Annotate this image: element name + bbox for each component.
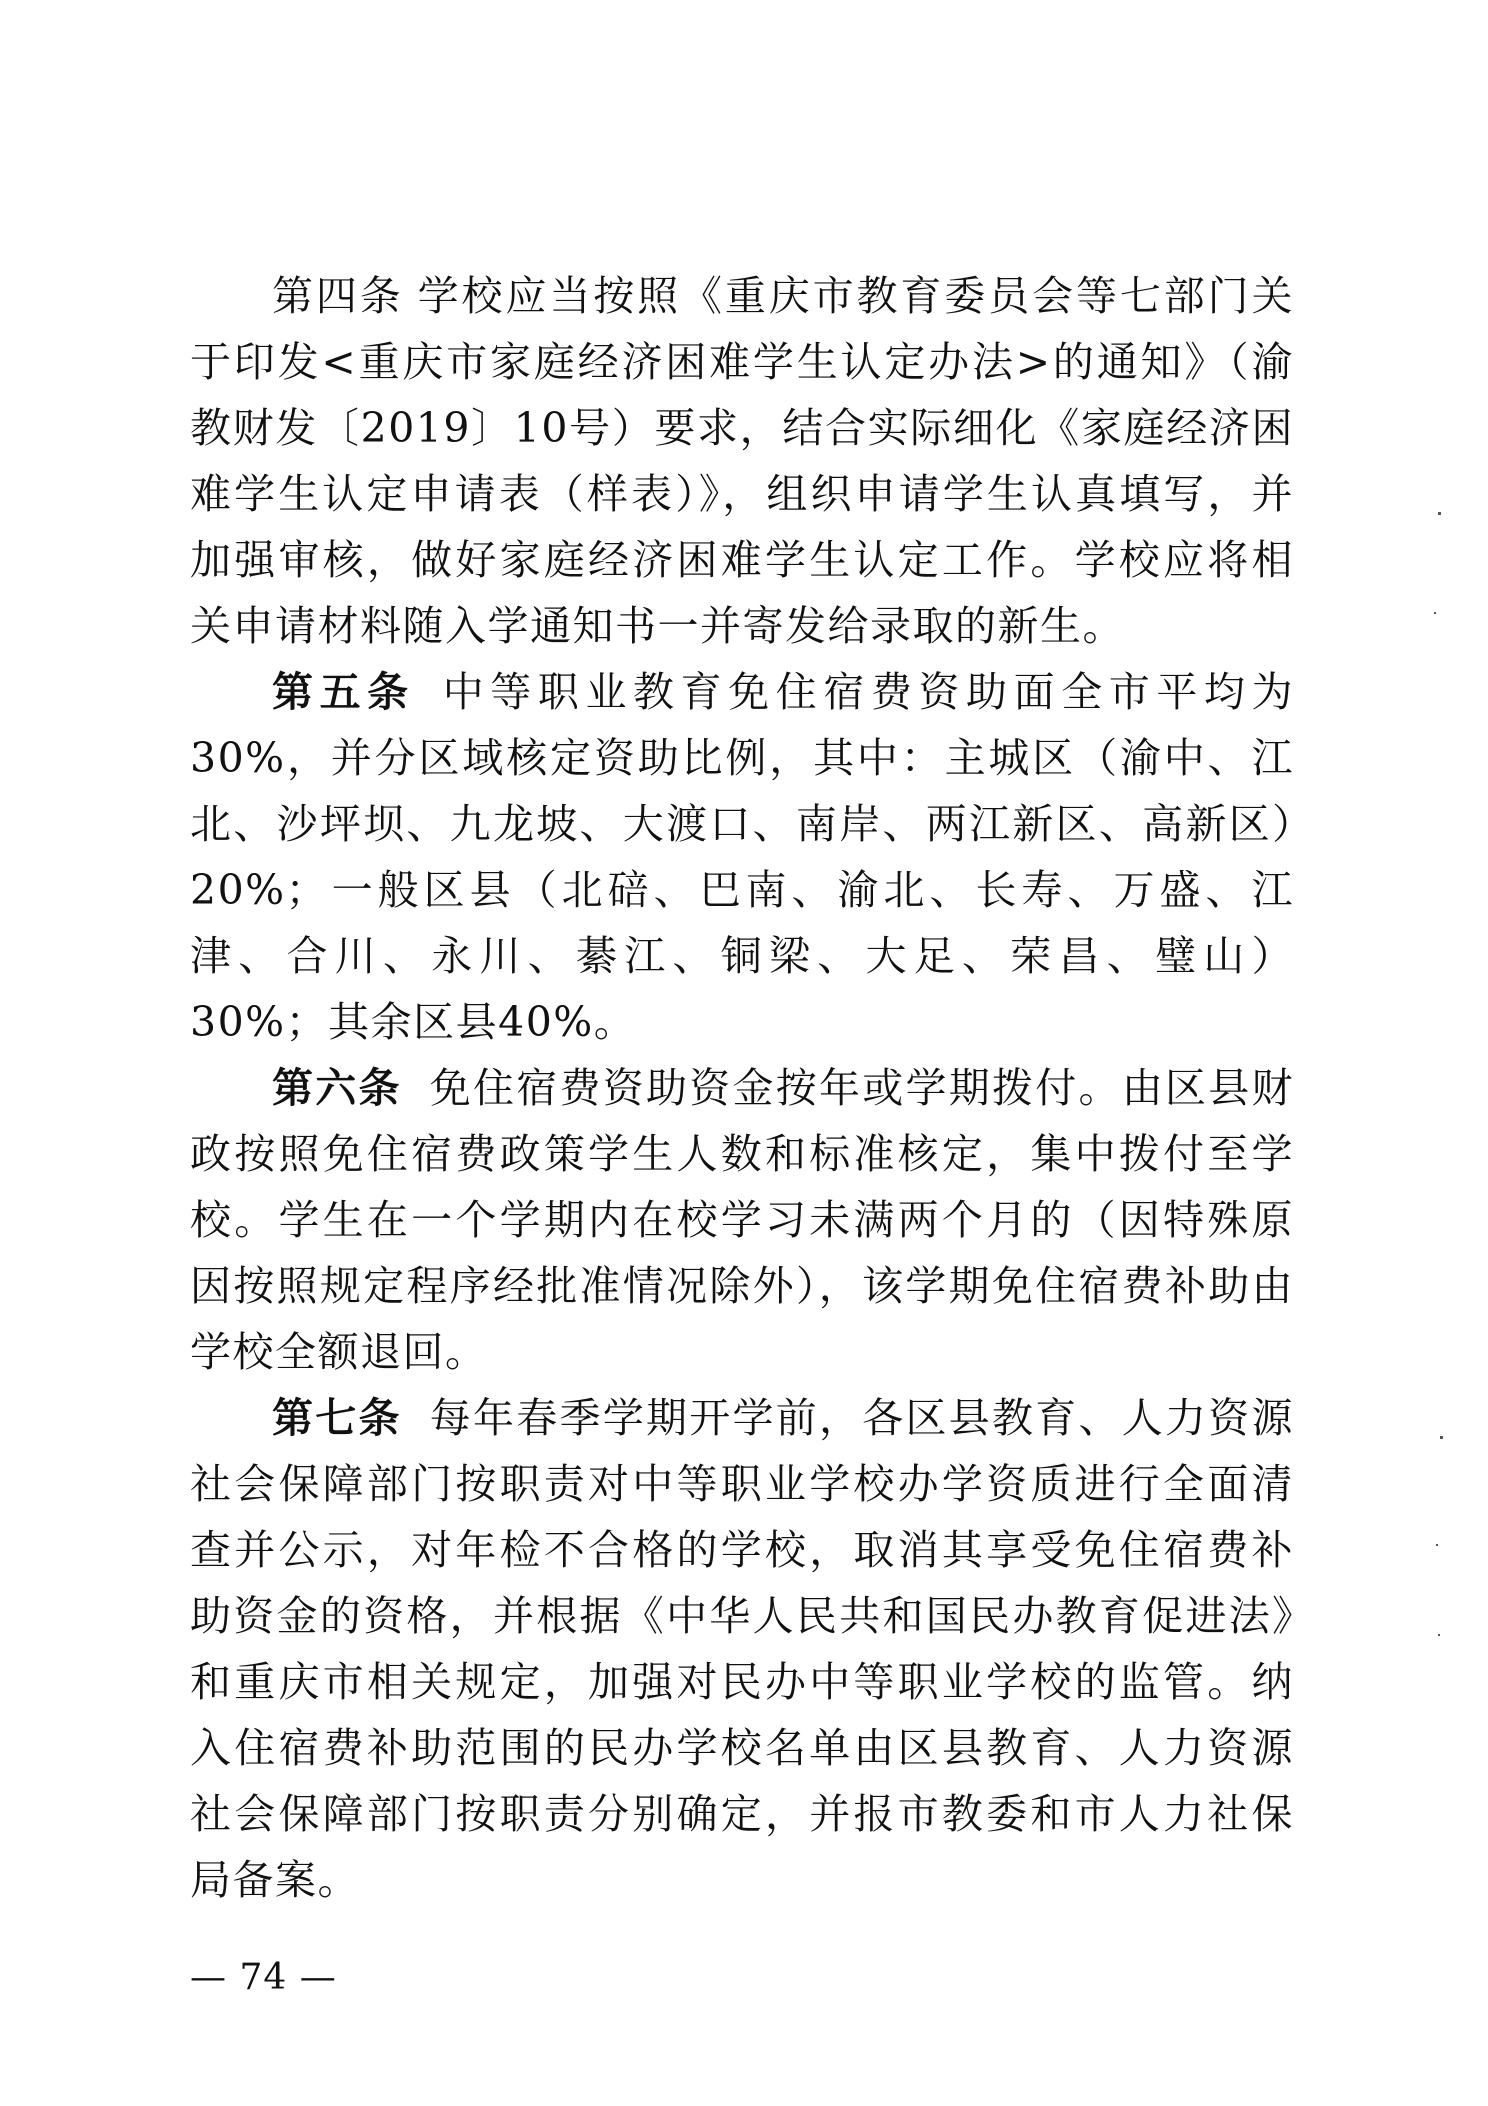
article-4: [190, 263, 1294, 659]
article-7-text: 每年春季学期开学前，各区县教育、人力资源社会保障部门按职责对中等职业学校办学资质进行全面清查并公示，对年检不合格的学校，取消其享受免住宿费补助资金的资格，并根据《中华人民共和国民办教育促进法》和重庆市相关规定，加强对民办中等职业学校的监管。纳入住宿费补助范围的民办学校名单由区县教育、人力资源社会保障部门按职责分别确定，并报市教委和市人力社保局备案。: [190, 1394, 1294, 1904]
scan-speck: [1438, 512, 1441, 515]
article-5-text: 中等职业教育免住宿费资助面全市平均为30%，并分区域核定资助比例，其中：主城区（渝中、江北、沙坪坝、九龙坡、大渡口、南岸、两江新区、高新区）20%；一般区县（北碚、巴南、渝北、长寿、万盛、江津、合川、永川、綦江、铜梁、大足、荣昌、璧山）30%；其余区县40%。: [190, 668, 1295, 1046]
document-body: [190, 263, 1294, 1913]
article-6: [190, 1055, 1294, 1385]
page-number: — 74 —: [190, 1957, 337, 1998]
article-7-heading: 第七条: [272, 1394, 402, 1442]
article-4-text: 学校应当按照《重庆市教育委员会等七部门关于印发<重庆市家庭经济困难学生认定办法>的通知》（渝教财发〔2019〕10号）要求，结合实际细化《家庭经济困难学生认定申请表（样表）》，组织申请学生认真填写，并加强审核，做好家庭经济困难学生认定工作。学校应将相关申请材料随入学通知书一并寄发给录取的新生。: [190, 272, 1295, 650]
scan-speck: [1438, 1634, 1440, 1636]
article-5: [190, 659, 1294, 1055]
article-7: [190, 1385, 1294, 1913]
article-6-text: 免住宿费资助资金按年或学期拨付。由区县财政按照免住宿费政策学生人数和标准核定，集中拨付至学校。学生在一个学期内在校学习未满两个月的（因特殊原因按照规定程序经批准情况除外），该学期免住宿费补助由学校全额退回。: [190, 1064, 1294, 1376]
article-5-heading: 第五条: [272, 668, 415, 716]
article-4-heading: 第四条: [272, 272, 404, 320]
scan-speck: [1436, 1544, 1438, 1546]
scan-speck: [1434, 612, 1436, 614]
scan-speck: [1440, 1436, 1443, 1439]
article-6-heading: 第六条: [272, 1064, 402, 1112]
